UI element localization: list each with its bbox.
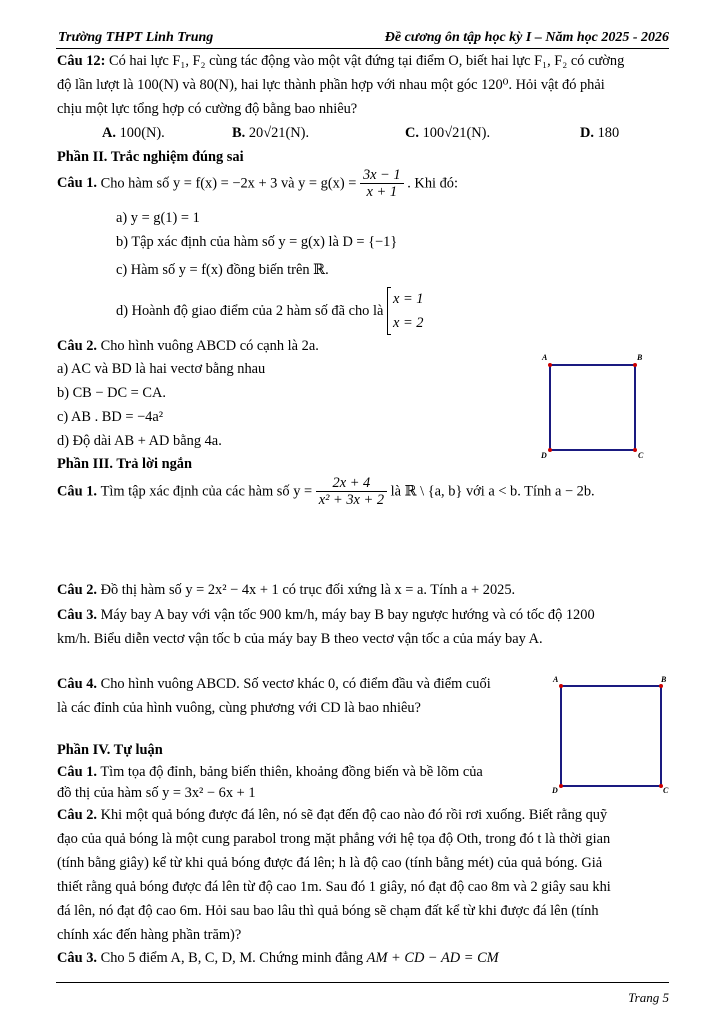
header-rule: [56, 48, 669, 49]
q12-text1: Có hai lực F₁, F₂ cùng tác động vào một vật đứng tại điểm O, biết hai lực F₁, F₂ có cường: [108, 53, 625, 69]
q12-line2: độ lần lượt là 100(N) và 80(N), hai lực thành phần hợp với nhau một góc 120⁰. Hỏi vật đó phải: [57, 77, 605, 93]
part4-c1-label: Câu 1.: [57, 764, 97, 780]
page-number: Trang 5: [628, 990, 669, 1005]
q12-option-c: [405, 126, 490, 140]
part2-c1-d: [116, 287, 423, 335]
part3-c4-line1: [57, 677, 491, 691]
system-row-2: x = 2: [392, 315, 424, 331]
header-title: Đề cương ôn tập học kỳ I – Năm học 2025 - 2026: [384, 30, 669, 45]
vertex-dot: [633, 448, 637, 452]
part2-c1-text: Cho hàm số y = f(x) = −2x + 3 và y = g(x) =: [100, 175, 357, 192]
fraction-numerator: 3x − 1: [360, 168, 404, 184]
part3-c4-line2: là các đỉnh của hình vuông, cùng phương với CD là bao nhiêu?: [57, 700, 421, 716]
part2-c2-b: b) CB − DC = CA.: [57, 385, 166, 401]
page-header: [58, 30, 669, 48]
part3-c1-fraction: [316, 476, 387, 508]
q12-line3: chịu một lực tổng hợp có cường độ bằng bao nhiêu?: [57, 101, 358, 117]
vertex-label-a: A: [553, 675, 559, 684]
square-figure-2: [548, 672, 678, 797]
part2-c1-intro: [57, 168, 458, 200]
option-text: 20√21(N).: [248, 125, 310, 141]
part2-c1-d-text: d) Hoành độ giao điểm của 2 hàm số đã cho là: [116, 302, 384, 319]
vertex-label-b: B: [637, 353, 643, 362]
part3-c1-text: Tìm tập xác định của các hàm số y =: [100, 483, 313, 500]
part2-c1-fraction: [360, 168, 404, 200]
q12-option-b: [232, 126, 309, 140]
part2-c1-b: b) Tập xác định của hàm số y = g(x) là D = {−1}: [116, 234, 398, 250]
vertex-label-a: A: [542, 353, 548, 362]
part4-c1-text1: Tìm tọa độ đỉnh, bảng biến thiên, khoảng đồng biến và bề lõm của: [100, 764, 483, 780]
part3-c1: [57, 476, 595, 508]
option-key: A.: [102, 125, 116, 141]
part3-c1-label: Câu 1.: [57, 483, 97, 500]
part3-c3-line2: km/h. Biểu diễn vectơ vận tốc b của máy bay B theo vectơ vận tốc a của máy bay A.: [57, 631, 543, 647]
part3-c3-label: Câu 3.: [57, 607, 97, 623]
part3-c4-text1: Cho hình vuông ABCD. Số vectơ khác 0, có điểm đầu và điểm cuối: [100, 676, 491, 692]
part3-title: Phần III. Trả lời ngắn: [57, 456, 192, 472]
square-outline: [561, 686, 661, 786]
q12-line1: [57, 54, 624, 68]
part3-c2-label: Câu 2.: [57, 582, 97, 598]
q12-option-a: [102, 126, 165, 140]
part4-c3: [57, 951, 499, 965]
part2-c1-c: c) Hàm số y = f(x) đồng biến trên ℝ.: [116, 262, 329, 278]
part2-c1-label: Câu 1.: [57, 175, 97, 192]
vertex-dot: [659, 684, 663, 688]
part4-c2-line1: [57, 808, 607, 822]
part4-c2-line2: đạo của quả bóng là một cung parabol trong mặt phẳng với hệ tọa độ Oth, trong đó t là thời gian: [57, 831, 611, 847]
q12-label: Câu 12:: [57, 53, 106, 69]
part4-c2-line5: đá lên, nó đạt độ cao 6m. Hỏi sau bao lâu thì quả bóng sẽ chạm đất kể từ khi được đá lên (tính: [57, 903, 599, 919]
option-text: 100√21(N).: [422, 125, 491, 141]
vertex-label-b: B: [661, 675, 667, 684]
vertex-label-d: D: [552, 786, 558, 795]
vertex-dot: [548, 363, 552, 367]
part4-title: Phần IV. Tự luận: [57, 742, 163, 758]
option-key: C.: [405, 125, 419, 141]
vertex-dot: [633, 363, 637, 367]
part3-c3-line1: [57, 608, 595, 622]
part4-c2-line4: thiết rằng quả bóng được đá lên từ độ cao 1m. Sau đó 1 giây, nó đạt độ cao 8m và 2 giây sau khi: [57, 879, 611, 895]
option-text: 100(N).: [119, 125, 165, 141]
vertex-label-c: C: [663, 786, 669, 795]
vertex-dot: [548, 448, 552, 452]
header-school: Trường THPT Linh Trung: [58, 30, 214, 45]
q12-option-d: [580, 126, 619, 140]
system-row-1: x = 1: [392, 291, 424, 307]
part3-c4-label: Câu 4.: [57, 676, 97, 692]
option-text: 180: [597, 125, 620, 141]
part4-c3-text: Cho 5 điểm A, B, C, D, M. Chứng minh đẳng: [100, 950, 364, 966]
part2-c2-a: a) AC và BD là hai vectơ bằng nhau: [57, 361, 266, 377]
part2-title: Phần II. Trắc nghiệm đúng sai: [57, 149, 244, 165]
square-outline: [550, 365, 635, 450]
part2-c1-a: a) y = g(1) = 1: [116, 210, 200, 226]
part4-c2-line3: (tính bằng giây) kể từ khi quả bóng được đá lên; h là độ cao (tính bằng mét) của quả bóng. Giả: [57, 855, 603, 871]
part2-c1-d-system: [387, 287, 424, 335]
part3-c2-text: Đồ thị hàm số y = 2x² − 4x + 1 có trục đối xứng là x = a. Tính a + 2025.: [100, 582, 516, 598]
footer-rule: [56, 982, 669, 983]
fraction-denominator: x² + 3x + 2: [318, 492, 385, 509]
part3-c3-text1: Máy bay A bay với vận tốc 900 km/h, máy bay B bay ngược hướng và có tốc độ 1200: [100, 607, 595, 623]
part3-c1-tail: là ℝ \ {a, b} với a < b. Tính a − 2b.: [390, 483, 595, 500]
part2-c1-tail: . Khi đó:: [407, 175, 459, 192]
part4-c3-label: Câu 3.: [57, 950, 97, 966]
square-figure-1: [538, 350, 648, 460]
vertex-dot: [559, 784, 563, 788]
fraction-denominator: x + 1: [366, 184, 398, 201]
part4-c2-line6: chính xác đến hàng phần trăm)?: [57, 927, 242, 943]
vertex-label-c: C: [638, 451, 644, 460]
option-key: B.: [232, 125, 246, 141]
part3-c2: [57, 583, 515, 597]
part4-c3-equation: AM + CD − AD = CM: [366, 950, 499, 966]
vertex-dot: [559, 684, 563, 688]
part4-c2-text1: Khi một quả bóng được đá lên, nó sẽ đạt đến độ cao nào đó rồi rơi xuống. Biết rằng quỹ: [100, 807, 608, 823]
fraction-numerator: 2x + 4: [316, 476, 387, 492]
part4-c2-label: Câu 2.: [57, 807, 97, 823]
part4-c1-line1: [57, 765, 483, 779]
part2-c2-label: Câu 2.: [57, 338, 97, 354]
part2-c2-text: Cho hình vuông ABCD có cạnh là 2a.: [100, 338, 319, 354]
part2-c2-intro: [57, 339, 319, 353]
part2-c2-d: d) Độ dài AB + AD bằng 4a.: [57, 433, 222, 449]
vertex-label-d: D: [541, 451, 547, 460]
option-key: D.: [580, 125, 594, 141]
part4-c1-line2: đồ thị của hàm số y = 3x² − 6x + 1: [57, 785, 256, 801]
part2-c2-c: c) AB . BD = −4a²: [57, 409, 164, 425]
